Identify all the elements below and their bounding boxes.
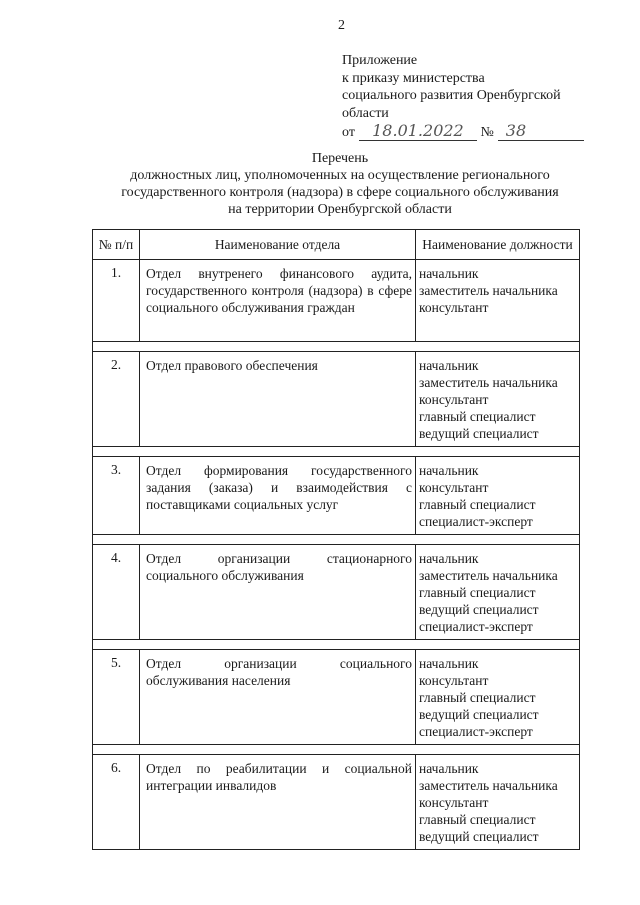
position-item: специалист-эксперт [419,619,533,634]
position-list [416,457,580,535]
row-number: 5. [93,650,140,745]
row-number: 2. [93,352,140,447]
position-item: консультант [419,480,489,495]
appendix-block [342,52,584,142]
row-gap-cell [93,640,580,650]
position-item: ведущий специалист [419,829,539,844]
position-item: специалист-эксперт [419,514,533,529]
position-item: специалист-эксперт [419,724,533,739]
department-name: Отдел организации стационарного социального обслуживания [140,545,416,640]
title-line: должностных лиц, уполномоченных на осуществление регионального [130,168,550,183]
department-name: Отдел по реабилитации и социальной интеграции инвалидов [140,755,416,850]
position-item: начальник [419,656,479,671]
position-item: начальник [419,761,479,776]
row-gap [93,640,580,650]
position-item: главный специалист [419,409,536,424]
handwritten-date: 18.01.2022 [359,122,477,141]
row-gap [93,447,580,457]
position-item: консультант [419,795,489,810]
appendix-line: Приложение [342,53,418,68]
position-item: заместитель начальника [419,778,558,793]
position-item: главный специалист [419,497,536,512]
date-prefix: от [342,125,355,140]
table-row [93,457,580,535]
position-item: ведущий специалист [419,602,539,617]
position-item: начальник [419,266,479,281]
department-name: Отдел формирования государственного задания (заказа) и взаимодействия с поставщиками социальных услуг [140,457,416,535]
table-row [93,650,580,745]
position-item: консультант [419,300,489,315]
position-list [416,545,580,640]
row-gap-cell [93,447,580,457]
row-number: 1. [93,260,140,342]
row-number: 4. [93,545,140,640]
header-position: Наименование должности [416,230,580,260]
title-line: государственного контроля (надзора) в сфере социального обслуживания [121,185,559,200]
position-item: заместитель начальника [419,568,558,583]
department-name: Отдел организации социального обслуживания населения [140,650,416,745]
position-item: начальник [419,463,479,478]
position-item: главный специалист [419,812,536,827]
position-item: заместитель начальника [419,375,558,390]
row-number: 6. [93,755,140,850]
title-line: на территории Оренбургской области [228,202,452,217]
document-title [80,150,600,218]
table-header-row [93,230,580,260]
row-gap [93,342,580,352]
appendix-line: к приказу министерства [342,70,485,86]
position-list [416,352,580,447]
order-date-line [342,122,584,142]
row-gap-cell [93,535,580,545]
table-row [93,755,580,850]
row-gap-cell [93,342,580,352]
appendix-line: области [342,105,389,121]
appendix-line: социального развития Оренбургской [342,88,561,103]
position-item: ведущий специалист [419,426,539,441]
department-name: Отдел правового обеспечения [140,352,416,447]
handwritten-number: 38 [498,122,584,141]
position-list [416,755,580,850]
row-gap [93,745,580,755]
position-item: консультант [419,673,489,688]
row-number: 3. [93,457,140,535]
position-item: главный специалист [419,690,536,705]
position-item: консультант [419,392,489,407]
position-list [416,260,580,342]
row-gap [93,535,580,545]
position-item: начальник [419,551,479,566]
page-number: 2 [338,18,345,33]
title-heading: Перечень [311,151,369,166]
position-list [416,650,580,745]
number-prefix: № [480,125,494,140]
header-department: Наименование отдела [140,230,416,260]
table-body [93,260,580,850]
position-item: ведущий специалист [419,707,539,722]
position-item: начальник [419,358,479,373]
header-number: № п/п [93,230,140,260]
row-gap-cell [93,745,580,755]
table-row [93,352,580,447]
position-item: главный специалист [419,585,536,600]
department-name: Отдел внутренего финансового аудита, государственного контроля (надзора) в сфере социального обслуживания граждан [140,260,416,342]
table-row [93,545,580,640]
table-row [93,260,580,342]
officials-table [92,229,580,850]
position-item: заместитель начальника [419,283,558,298]
